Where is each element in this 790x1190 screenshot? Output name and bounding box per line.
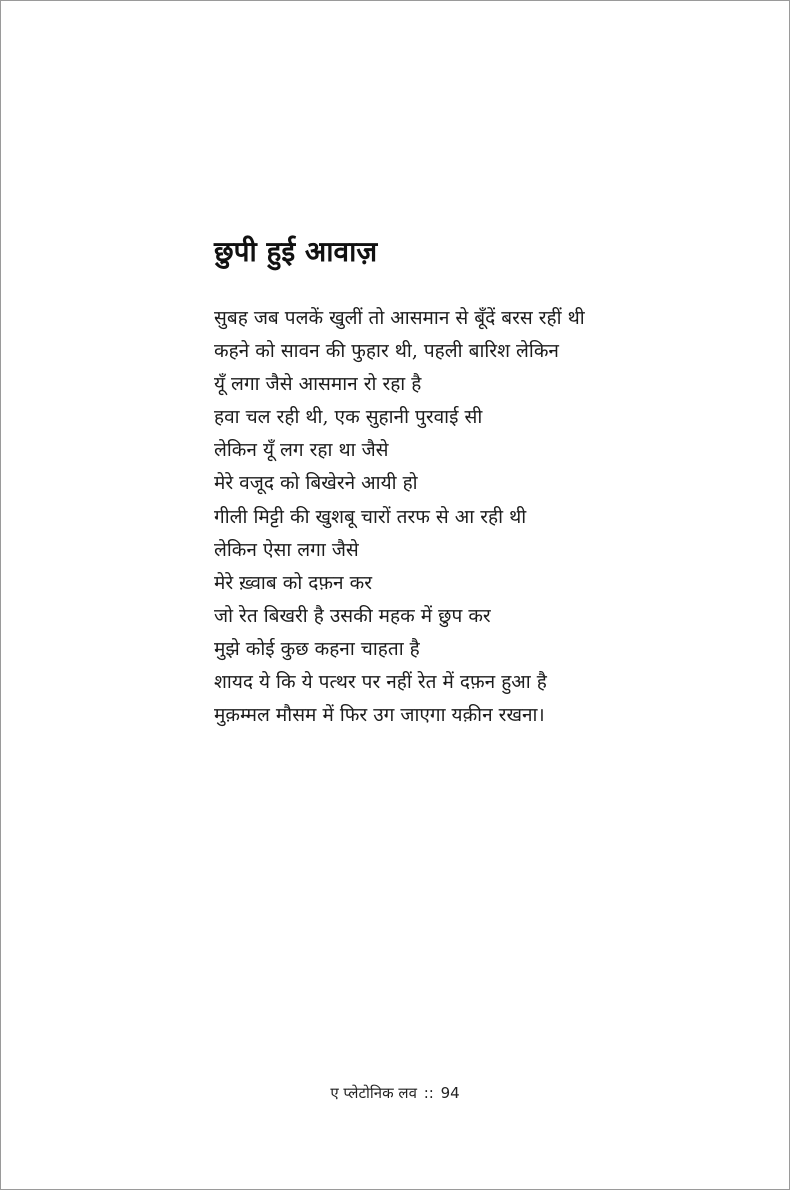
poem-line-11: मुझे कोई कुछ कहना चाहता है [214, 637, 420, 660]
poem-title: छुपी हुई आवाज़ [214, 235, 378, 268]
poem-body [214, 302, 585, 732]
poem-line-13: मुक़म्मल मौसम में फिर उग जाएगा यक़ीन रखना। [214, 704, 545, 727]
poem-line-4: हवा चल रही थी, एक सुहानी पुरवाई सी [214, 406, 483, 429]
footer-book-title: ए प्लेटोनिक लव [330, 1084, 417, 1102]
poem-line-10: जो रेत बिखरी है उसकी महक में छुप कर [214, 604, 491, 627]
footer-separator: :: [423, 1084, 434, 1102]
poem-line-9: मेरे ख़्वाब को दफ़न कर [214, 571, 372, 594]
poem-line-1: सुबह जब पलकें खुलीं तो आसमान से बूँदें बरस रहीं थी [214, 307, 585, 329]
poem-line-6: मेरे वजूद को बिखेरने आयी हो [214, 472, 418, 495]
poem-line-8: लेकिन ऐसा लगा जैसे [214, 538, 359, 561]
poem-line-5: लेकिन यूँ लग रहा था जैसे [214, 439, 389, 462]
page-number: 94 [440, 1084, 460, 1102]
poem-line-2: कहने को सावन की फुहार थी, पहली बारिश लेकिन [214, 340, 559, 363]
poem-line-7: गीली मिट्टी की खुशबू चारों तरफ से आ रही थी [214, 505, 527, 528]
poem-line-12: शायद ये कि ये पत्थर पर नहीं रेत में दफ़न हुआ है [214, 671, 547, 694]
page-footer [0, 1080, 790, 1106]
poem-line-3: यूँ लगा जैसे आसमान रो रहा है [214, 373, 422, 396]
